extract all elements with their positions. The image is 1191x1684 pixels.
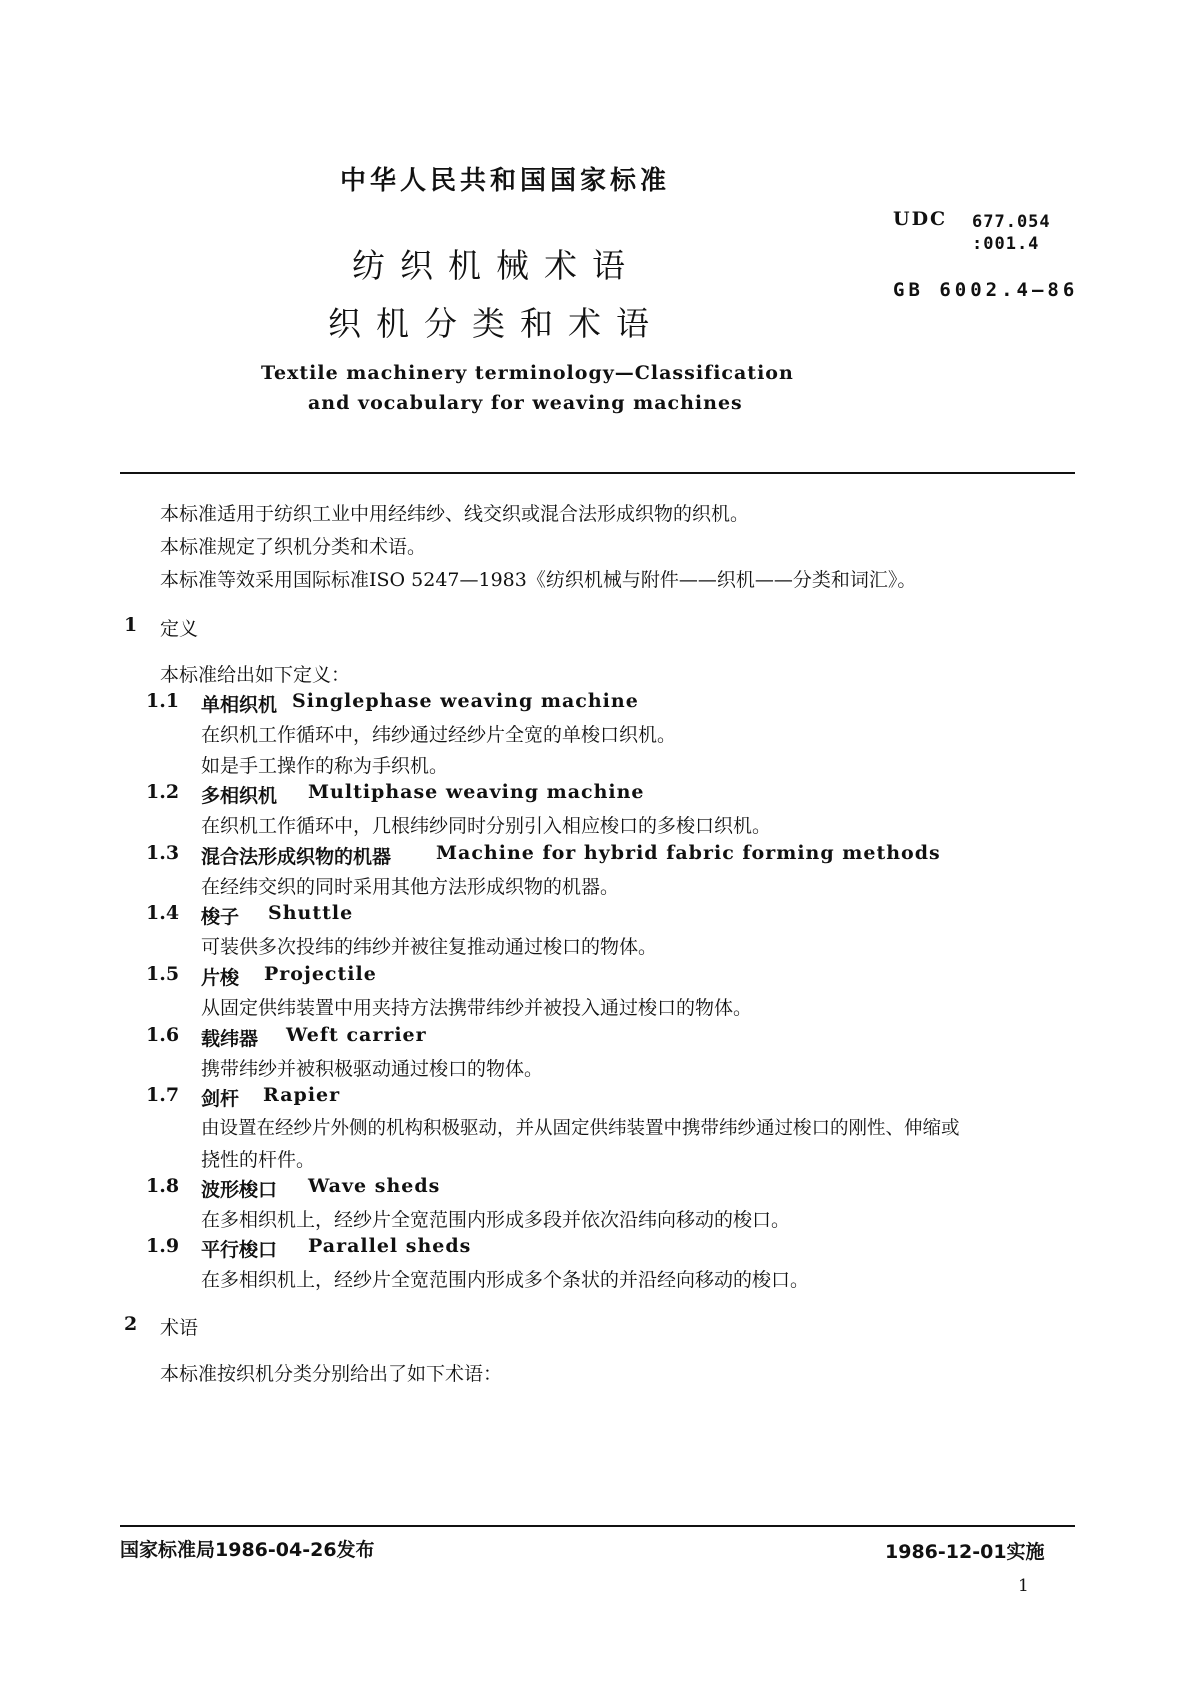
definition-term-en: Projectile	[264, 963, 377, 985]
definition-text: 在织机工作循环中，纬纱通过经纱片全宽的单梭口织机。	[201, 724, 677, 746]
definition-term-en: Parallel sheds	[308, 1235, 472, 1257]
definition-text: 在经纬交织的同时采用其他方法形成织物的机器。	[201, 876, 620, 898]
udc-label: UDC	[893, 208, 948, 230]
definition-text: 如是手工操作的称为手织机。	[201, 755, 449, 777]
title-en-line1: Textile machinery terminology—Classification	[261, 362, 794, 384]
issue-date: 国家标准局1986-04-26发布	[120, 1539, 375, 1561]
definition-term-cn: 载纬器	[201, 1028, 259, 1050]
definition-number: 1.9	[146, 1235, 180, 1257]
definition-text: 在多相织机上，经纱片全宽范围内形成多段并依次沿纬向移动的梭口。	[201, 1209, 791, 1231]
definition-text: 在多相织机上，经纱片全宽范围内形成多个条状的并沿经向移动的梭口。	[201, 1269, 810, 1291]
definition-term-cn: 剑杆	[201, 1088, 240, 1110]
definition-text: 由设置在经纱片外侧的机构积极驱动，并从固定供纬装置中携带纬纱通过梭口的刚性、伸缩或	[201, 1118, 960, 1139]
definition-term-cn: 平行梭口	[201, 1239, 278, 1261]
definition-term-en: Rapier	[263, 1084, 341, 1106]
section-lead: 本标准按织机分类分别给出了如下术语：	[160, 1363, 503, 1385]
intro-paragraph: 本标准等效采用国际标准ISO 5247—1983《纺织机械与附件——织机——分类和词汇》。	[160, 569, 917, 591]
definition-term-en: Shuttle	[268, 902, 354, 924]
definition-number: 1.5	[146, 963, 180, 985]
effective-date: 1986-12-01实施	[885, 1541, 1045, 1563]
title-cn-line2: 织机分类和术语	[328, 304, 664, 343]
definition-text: 从固定供纬装置中用夹持方法携带纬纱并被投入通过梭口的物体。	[201, 997, 753, 1019]
title-en-line2: and vocabulary for weaving machines	[308, 392, 743, 414]
definition-text: 可装供多次投纬的纬纱并被往复推动通过梭口的物体。	[201, 936, 658, 958]
definition-number: 1.4	[146, 902, 180, 924]
definition-number: 1.8	[146, 1175, 180, 1197]
national-standard-header: 中华人民共和国国家标准	[340, 166, 671, 196]
header-divider	[120, 472, 1075, 474]
section-title: 定义	[160, 618, 199, 640]
definition-term-cn: 单相织机	[201, 694, 278, 716]
definition-term-cn: 梭子	[201, 906, 240, 928]
section-lead: 本标准给出如下定义：	[160, 664, 351, 686]
definition-term-cn: 混合法形成织物的机器	[201, 846, 392, 868]
title-cn-line1: 纺织机械术语	[352, 246, 640, 285]
footer-divider	[120, 1525, 1075, 1527]
section-title: 术语	[160, 1317, 199, 1339]
definition-number: 1.3	[146, 842, 180, 864]
section-number: 1	[124, 614, 138, 636]
definition-number: 1.2	[146, 781, 180, 803]
definition-term-en: Multiphase weaving machine	[308, 781, 645, 803]
definition-number: 1.1	[146, 690, 180, 712]
definition-text: 在织机工作循环中，几根纬纱同时分别引入相应梭口的多梭口织机。	[201, 815, 772, 837]
udc-code: 677.054	[972, 212, 1051, 232]
definition-text: 挠性的杆件。	[201, 1149, 316, 1171]
definition-term-cn: 片梭	[201, 967, 240, 989]
definition-term-en: Weft carrier	[286, 1024, 427, 1046]
definition-term-en: Singlephase weaving machine	[292, 690, 639, 712]
definition-number: 1.6	[146, 1024, 180, 1046]
definition-term-en: Wave sheds	[308, 1175, 441, 1197]
definition-number: 1.7	[146, 1084, 180, 1106]
page-number: 1	[1018, 1576, 1029, 1596]
udc-code-suffix: :001.4	[972, 234, 1040, 254]
definition-term-cn: 波形梭口	[201, 1179, 278, 1201]
definition-term-en: Machine for hybrid fabric forming methods	[436, 842, 941, 864]
intro-paragraph: 本标准规定了织机分类和术语。	[160, 536, 427, 558]
definition-term-cn: 多相织机	[201, 785, 278, 807]
gb-number: GB 6002.4—86	[893, 279, 1079, 301]
section-number: 2	[124, 1313, 138, 1335]
intro-paragraph: 本标准适用于纺织工业中用经纬纱、线交织或混合法形成织物的织机。	[160, 503, 750, 525]
definition-text: 携带纬纱并被积极驱动通过梭口的物体。	[201, 1058, 544, 1080]
